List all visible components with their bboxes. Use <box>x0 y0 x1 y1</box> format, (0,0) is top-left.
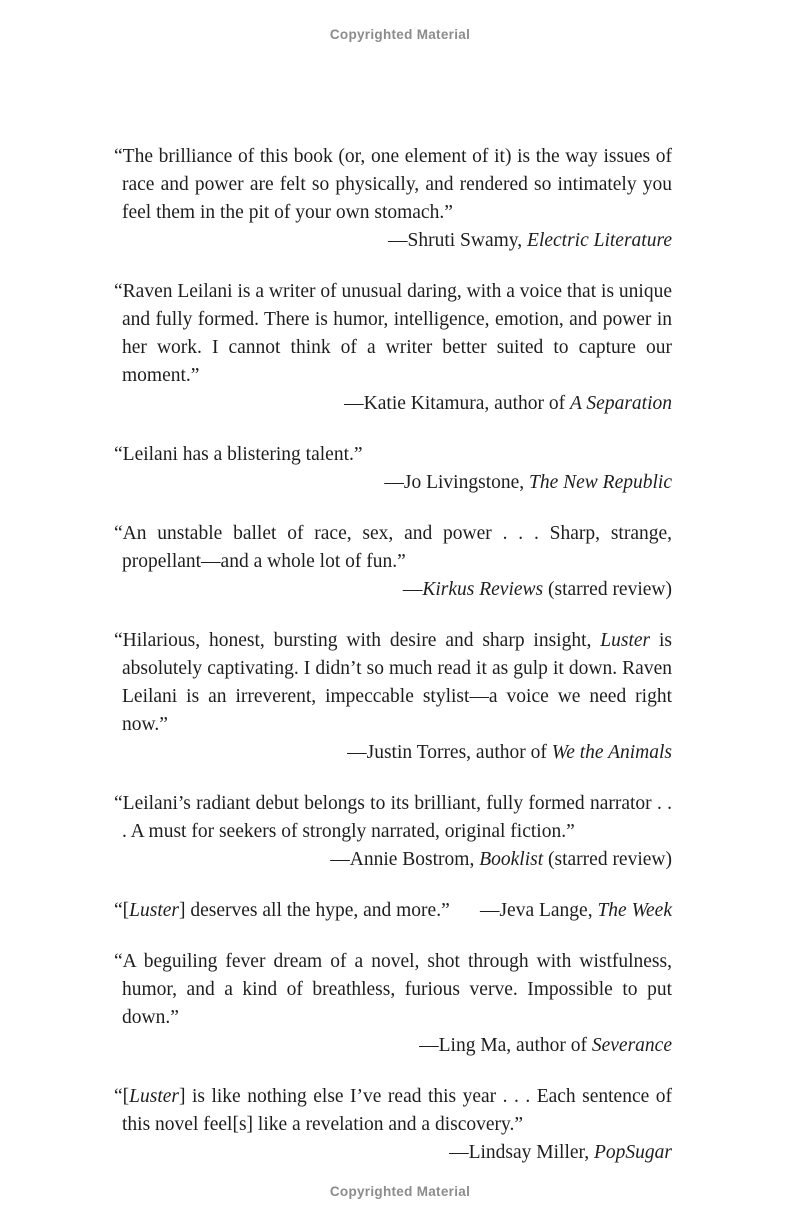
review-attribution: —Justin Torres, author of We the Animals <box>347 742 672 763</box>
review-attribution: —Katie Kitamura, author of A Separation <box>344 393 672 414</box>
praise-content <box>114 143 672 1190</box>
review-blurb <box>114 143 672 255</box>
review-attribution: —Shruti Swamy, Electric Literature <box>387 230 672 251</box>
review-blurb <box>114 790 672 874</box>
review-blurb <box>114 1083 672 1167</box>
copyright-watermark-top: Copyrighted Material <box>329 27 471 42</box>
review-quote: “Hilarious, honest, bursting with desire and sharp insight, Luster is absolutely captivating. I didn’t so much read it as gulp it down. Raven Leilani is an irreverent, impeccable stylist—a voice we need right now.” <box>114 630 672 735</box>
review-blurb <box>114 897 672 925</box>
review-blurb <box>114 520 672 604</box>
review-attribution: —Annie Bostrom, Booklist (starred review) <box>330 849 672 870</box>
review-attribution: —Ling Ma, author of Severance <box>419 1035 672 1056</box>
review-blurb <box>114 627 672 767</box>
review-quote: “[Luster] is like nothing else I’ve read this year . . . Each sentence of this novel feel[s] like a revelation and a discovery.” <box>114 1086 672 1135</box>
review-quote: “Leilani has a blistering talent.” <box>114 444 363 465</box>
review-attribution: —Jeva Lange, The Week <box>479 900 672 921</box>
copyright-watermark-bottom: Copyrighted Material <box>329 1184 471 1199</box>
review-attribution: —Lindsay Miller, PopSugar <box>449 1142 672 1163</box>
review-quote: “An unstable ballet of race, sex, and power . . . Sharp, strange, propellant—and a whole lot of fun.” <box>114 523 672 572</box>
review-blurb <box>114 948 672 1060</box>
review-quote: “[Luster] deserves all the hype, and more.” <box>114 900 450 921</box>
review-attribution: —Jo Livingstone, The New Republic <box>384 472 672 493</box>
review-quote: “Leilani’s radiant debut belongs to its brilliant, fully formed narrator . . . A must for seekers of strongly narrated, original fiction.” <box>114 793 672 842</box>
review-quote: “The brilliance of this book (or, one element of it) is the way issues of race and power are felt so physically, and rendered so intimately you feel them in the pit of your own stomach.” <box>114 146 672 223</box>
review-attribution: —Kirkus Reviews (starred review) <box>402 579 672 600</box>
review-quote: “Raven Leilani is a writer of unusual daring, with a voice that is unique and fully formed. There is humor, intelligence, emotion, and power in her work. I cannot think of a writer better suited to capture our moment.” <box>114 281 672 386</box>
review-blurb <box>114 278 672 418</box>
review-quote: “A beguiling fever dream of a novel, shot through with wistfulness, humor, and a kind of breathless, furious verve. Impossible to put down.” <box>114 951 672 1028</box>
review-blurb <box>114 441 672 497</box>
